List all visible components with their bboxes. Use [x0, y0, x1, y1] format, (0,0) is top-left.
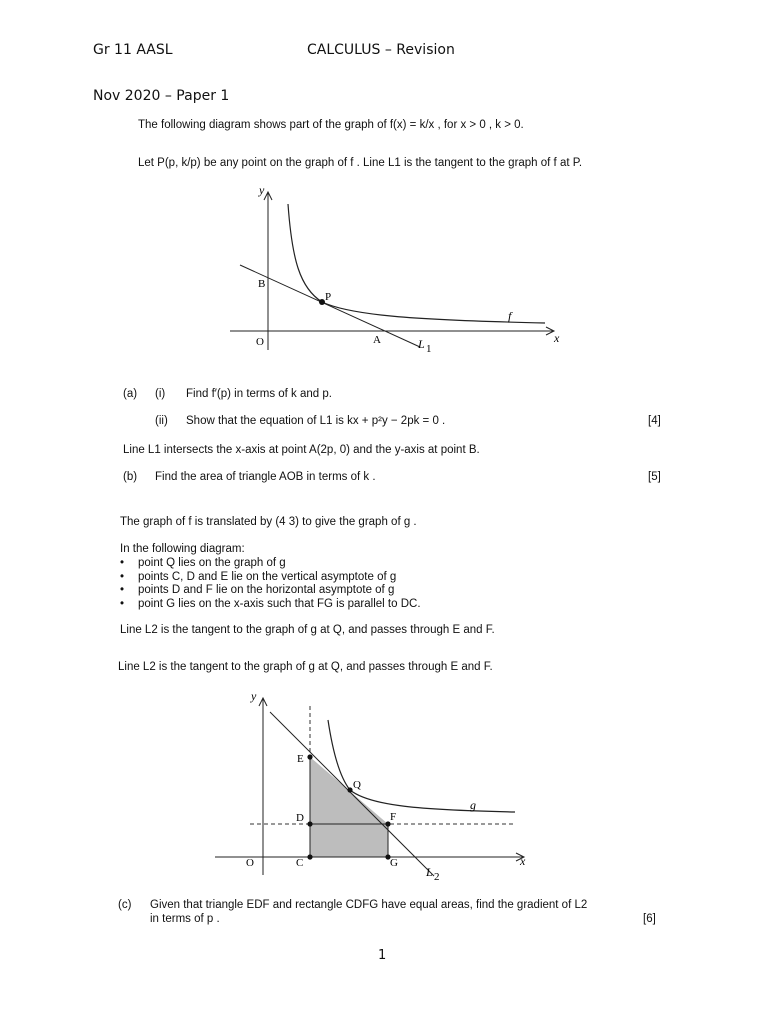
- page-number: 1: [378, 948, 387, 963]
- mark-b: [5]: [648, 471, 661, 483]
- label-l2-sub: 2: [434, 871, 440, 883]
- intro-line-1: The following diagram shows part of the graph of f(x) = k/x , for x > 0 , k > 0.: [138, 119, 524, 131]
- translate-text: The graph of f is translated by (4 3) to give the graph of g .: [120, 516, 417, 528]
- label-f: F: [390, 811, 397, 823]
- mark-a: [4]: [648, 415, 661, 427]
- curve-f: [288, 204, 545, 323]
- part-a-i-text: Find f′(p) in terms of k and p.: [186, 388, 332, 400]
- label-l1-sub: 1: [426, 343, 432, 355]
- part-c-text-2: in terms of p .: [150, 913, 220, 925]
- bullet-list: [118, 557, 421, 611]
- point-c: [307, 854, 312, 859]
- part-b-label: (b): [123, 471, 138, 483]
- point-q: [347, 787, 352, 792]
- label-p: P: [325, 291, 332, 303]
- label-x: x: [520, 854, 526, 868]
- bullet-item: • points D and F lie on the horizontal asymptote of g: [118, 584, 421, 598]
- tangent-text-1: Line L2 is the tangent to the graph of g at Q, and passes through E and F.: [120, 624, 495, 636]
- label-a: A: [373, 334, 381, 346]
- following-label: In the following diagram:: [120, 543, 245, 555]
- diagram-1: [230, 180, 570, 360]
- part-a-ii-label: (ii): [155, 415, 168, 427]
- part-c-text-1: Given that triangle EDF and rectangle CDFG have equal areas, find the gradient of L2: [150, 899, 588, 911]
- label-g-point: G: [390, 857, 398, 869]
- label-o: O: [246, 857, 254, 869]
- shaded-region: [310, 757, 388, 857]
- label-y: y: [259, 183, 265, 197]
- label-c: C: [296, 857, 304, 869]
- part-b-text: Find the area of triangle AOB in terms of k .: [155, 471, 376, 483]
- bullet-item: • point Q lies on the graph of g: [118, 557, 421, 571]
- label-x: x: [554, 331, 560, 345]
- part-c-label: (c): [118, 899, 132, 911]
- diagram-2: [210, 690, 540, 885]
- point-e: [307, 754, 312, 759]
- part-a-label: (a): [123, 388, 138, 400]
- label-b: B: [258, 278, 266, 290]
- point-d: [307, 821, 312, 826]
- label-l1: L: [418, 337, 425, 351]
- line-intersect-text: Line L1 intersects the x-axis at point A(2p, 0) and the y-axis at point B.: [123, 444, 480, 456]
- label-d: D: [296, 812, 304, 824]
- label-g-curve: g: [470, 798, 476, 812]
- tangent-text-2: Line L2 is the tangent to the graph of g at Q, and passes through E and F.: [118, 661, 493, 673]
- label-q: Q: [353, 779, 361, 791]
- label-l2: L: [426, 865, 433, 879]
- intro-line-2: Let P(p, k/p) be any point on the graph of f . Line L1 is the tangent to the graph of f at P.: [138, 157, 583, 169]
- label-y: y: [251, 690, 257, 703]
- label-f: f: [508, 309, 512, 323]
- mark-c: [6]: [643, 913, 656, 925]
- course-label: Gr 11 AASL: [93, 42, 173, 58]
- part-a-i-label: (i): [155, 388, 166, 400]
- bullet-item: • points C, D and E lie on the vertical asymptote of g: [118, 571, 421, 585]
- paper-label: Nov 2020 – Paper 1: [93, 88, 230, 104]
- label-e: E: [297, 753, 304, 765]
- bullet-item: • point G lies on the x-axis such that FG is parallel to DC.: [118, 598, 421, 612]
- part-a-ii-text: Show that the equation of L1 is kx + p²y − 2pk = 0 .: [186, 415, 446, 427]
- document-title: CALCULUS – Revision: [307, 42, 455, 58]
- label-o: O: [256, 336, 264, 348]
